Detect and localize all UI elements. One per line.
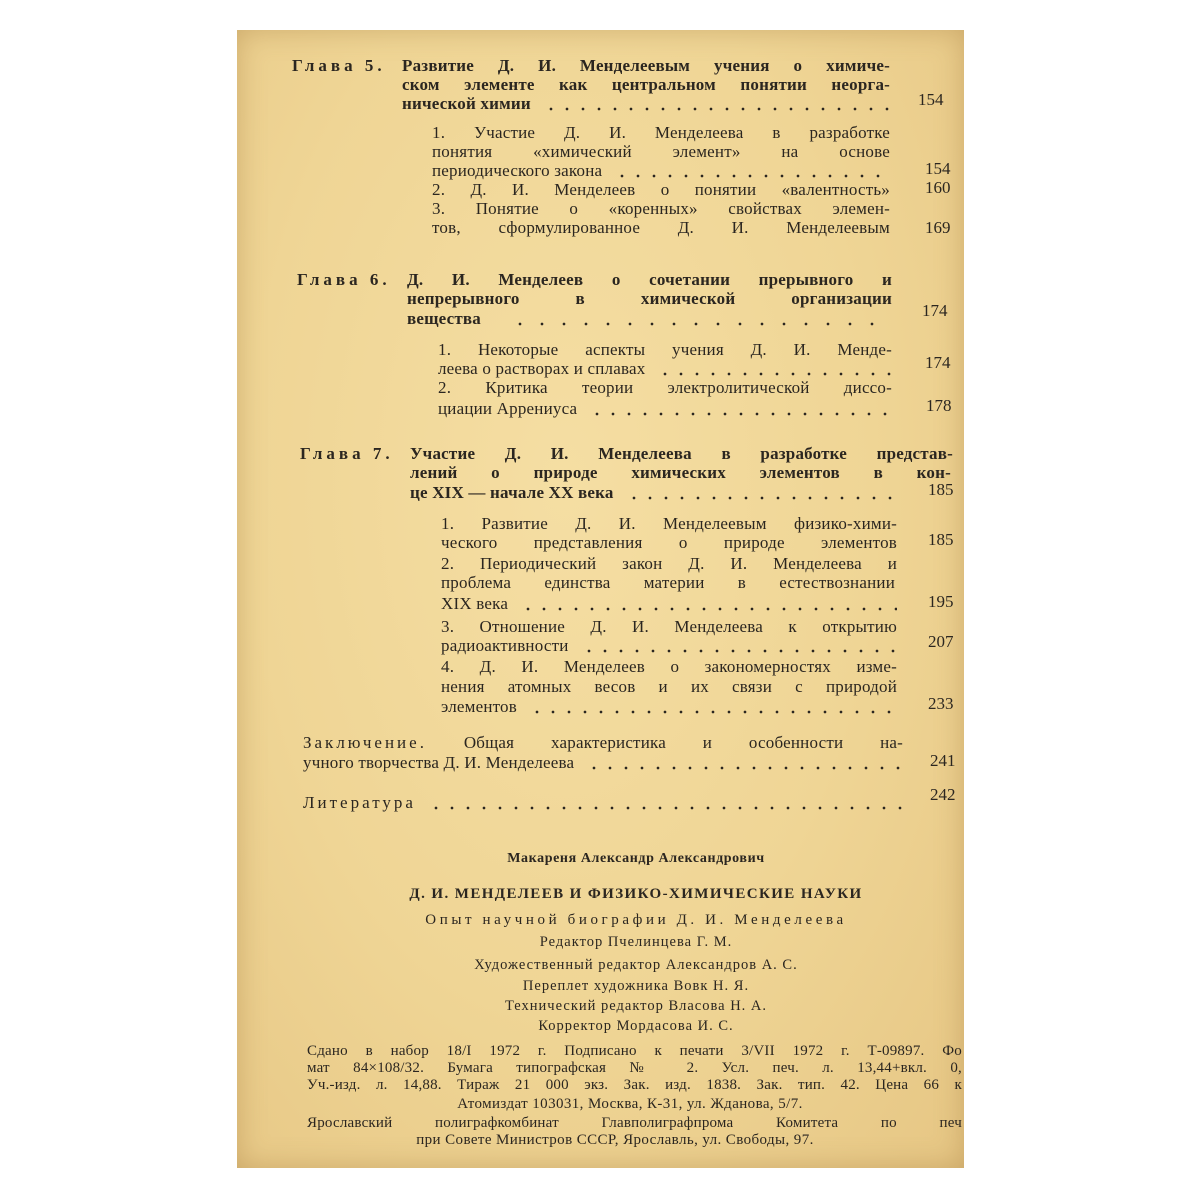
- toc-item-row: [441, 594, 897, 613]
- toc-item-line: 2. Критика теории электролитической диссо-: [438, 378, 892, 397]
- toc-chapter-7-title-line: лений о природе химических элементов в кон-: [410, 463, 951, 482]
- leader-dots: [516, 594, 897, 613]
- leader-dots: [610, 161, 890, 180]
- page-number: 195: [928, 592, 954, 611]
- toc-item-line: леева о растворах и сплавах: [438, 359, 646, 378]
- imprint-line: Сдано в набор 18/I 1972 г. Подписано к печати 3/VII 1972 г. Т-09897. Фо: [307, 1043, 962, 1059]
- toc-chapter-5-label: Глава 5.: [292, 56, 386, 75]
- leader-dots: [539, 94, 890, 113]
- binding-artist-credit: Переплет художника Вовк Н. Я.: [522, 978, 750, 994]
- toc-item-line: нения атомных весов и их связи с природой: [441, 677, 897, 696]
- leader-dots: [525, 697, 897, 716]
- leader-dots: [505, 309, 892, 328]
- toc-chapter-6-title-line: непрерывного в химической организации: [407, 289, 892, 308]
- leader-dots: [582, 753, 903, 772]
- toc-item-line: проблема единства материи в естествознании: [441, 573, 895, 592]
- toc-item-line: 1. Развитие Д. И. Менделеевым физико-хими-: [441, 514, 897, 533]
- toc-item-line: циации Аррениуса: [438, 399, 578, 418]
- toc-item-line: 1. Некоторые аспекты учения Д. И. Менде-: [438, 340, 892, 359]
- toc-chapter-6-title-line: Д. И. Менделеев о сочетании прерывного и: [407, 270, 892, 289]
- imprint-line: мат 84×108/32. Бумага типографская № 2. Усл. печ. л. 13,44+вкл. 0,: [307, 1060, 962, 1076]
- toc-item-line: 2. Периодический закон Д. И. Менделеева и: [441, 554, 897, 573]
- leader-dots: [585, 399, 892, 418]
- proofreader-credit: Корректор Мордасова И. С.: [538, 1018, 734, 1034]
- toc-chapter-5-title-line: Развитие Д. И. Менделеевым учения о химиче-: [402, 56, 890, 75]
- toc-item-line: ческого представления о природе элементов: [441, 533, 897, 552]
- toc-literature-label: Литература: [303, 793, 416, 812]
- toc-conclusion-line: [303, 733, 903, 752]
- toc-conclusion-label: Заключение.: [303, 733, 427, 752]
- toc-item-line: 3. Понятие о «коренных» свойствах элемен-: [432, 199, 890, 218]
- toc-item-line: 2. Д. И. Менделеев о понятии «валентность»: [432, 180, 890, 199]
- toc-item-line: радиоактивности: [441, 636, 569, 655]
- leader-dots: [577, 636, 897, 655]
- tech-editor-credit: Технический редактор Власова Н. А.: [504, 998, 768, 1014]
- page-number: 242: [930, 785, 956, 804]
- publisher-address: Атомиздат 103031, Москва, К-31, ул. Жданова, 5/7.: [457, 1096, 803, 1112]
- imprint-line: Уч.-изд. л. 14,88. Тираж 21 000 экз. Зак. изд. 1838. Зак. тип. 42. Цена 66 к: [307, 1077, 962, 1093]
- page-number: 241: [930, 751, 956, 770]
- toc-conclusion-row: [303, 753, 903, 772]
- page-number: 154: [918, 90, 944, 109]
- book-subtitle: Опыт научной биографии Д. И. Менделеева: [425, 912, 847, 928]
- page-number: 169: [925, 218, 951, 237]
- toc-item-line: тов, сформулированное Д. И. Менделеевым: [432, 218, 890, 237]
- toc-item-line: XIX века: [441, 594, 509, 613]
- toc-item-line: элементов: [441, 697, 517, 716]
- toc-chapter-7-title-line: це XIX — начале XX века: [410, 483, 614, 502]
- page-number: 207: [928, 632, 954, 651]
- toc-chapter-7-title-line: Участие Д. И. Менделеева в разработке представ-: [410, 444, 953, 463]
- book-page: [237, 30, 964, 1168]
- printer-line: Ярославский полиграфкомбинат Главполиграфпрома Комитета по печ: [307, 1115, 962, 1131]
- toc-literature-row: [303, 793, 903, 812]
- art-editor-credit: Художественный редактор Александров А. С.: [474, 957, 798, 973]
- page-number: 174: [925, 353, 951, 372]
- toc-chapter-5-title-line: ском элементе как центральном понятии неорга-: [402, 75, 890, 94]
- toc-chapter-6-title-row: [407, 309, 892, 328]
- toc-item-row: [438, 359, 892, 378]
- toc-item-row: [441, 697, 897, 716]
- book-title: Д. И. МЕНДЕЛЕЕВ И ФИЗИКО-ХИМИЧЕСКИЕ НАУКИ: [409, 886, 863, 902]
- page-number: 185: [928, 480, 954, 499]
- toc-item-row: [432, 161, 890, 180]
- leader-dots: [622, 483, 900, 502]
- toc-chapter-6-label: Глава 6.: [297, 270, 391, 289]
- page-content: [237, 30, 964, 1168]
- toc-item-line: 1. Участие Д. И. Менделеева в разработке: [432, 123, 890, 142]
- toc-item-line: 3. Отношение Д. И. Менделеева к открытию: [441, 617, 897, 636]
- toc-chapter-5-title-row: [402, 94, 890, 113]
- page-number: 154: [925, 159, 951, 178]
- toc-item-line: понятия «химический элемент» на основе: [432, 142, 890, 161]
- page-number: 178: [926, 396, 952, 415]
- page-number: 185: [928, 530, 954, 549]
- author-name: Макареня Александр Александрович: [507, 851, 765, 866]
- editor-credit: Редактор Пчелинцева Г. М.: [539, 934, 733, 950]
- toc-item-line: 4. Д. И. Менделеев о закономерностях изме-: [441, 657, 897, 676]
- toc-item-row: [441, 636, 897, 655]
- toc-item-row: [438, 399, 892, 418]
- toc-item-line: периодического закона: [432, 161, 603, 180]
- page-number: 233: [928, 694, 954, 713]
- toc-conclusion-text: Общая характеристика и особенности на-: [463, 733, 903, 752]
- printer-address: при Совете Министров СССР, Ярославль, ул. Свободы, 97.: [416, 1132, 814, 1148]
- leader-dots: [424, 793, 903, 812]
- page-number: 174: [922, 301, 948, 320]
- page-number: 160: [925, 178, 951, 197]
- toc-chapter-7-label: Глава 7.: [300, 444, 394, 463]
- toc-chapter-5-title-line: нической химии: [402, 94, 531, 113]
- toc-chapter-7-title-row: [410, 483, 900, 502]
- toc-conclusion-text: учного творчества Д. И. Менделеева: [303, 753, 575, 772]
- toc-chapter-6-title-line: вещества: [407, 309, 482, 328]
- leader-dots: [653, 359, 892, 378]
